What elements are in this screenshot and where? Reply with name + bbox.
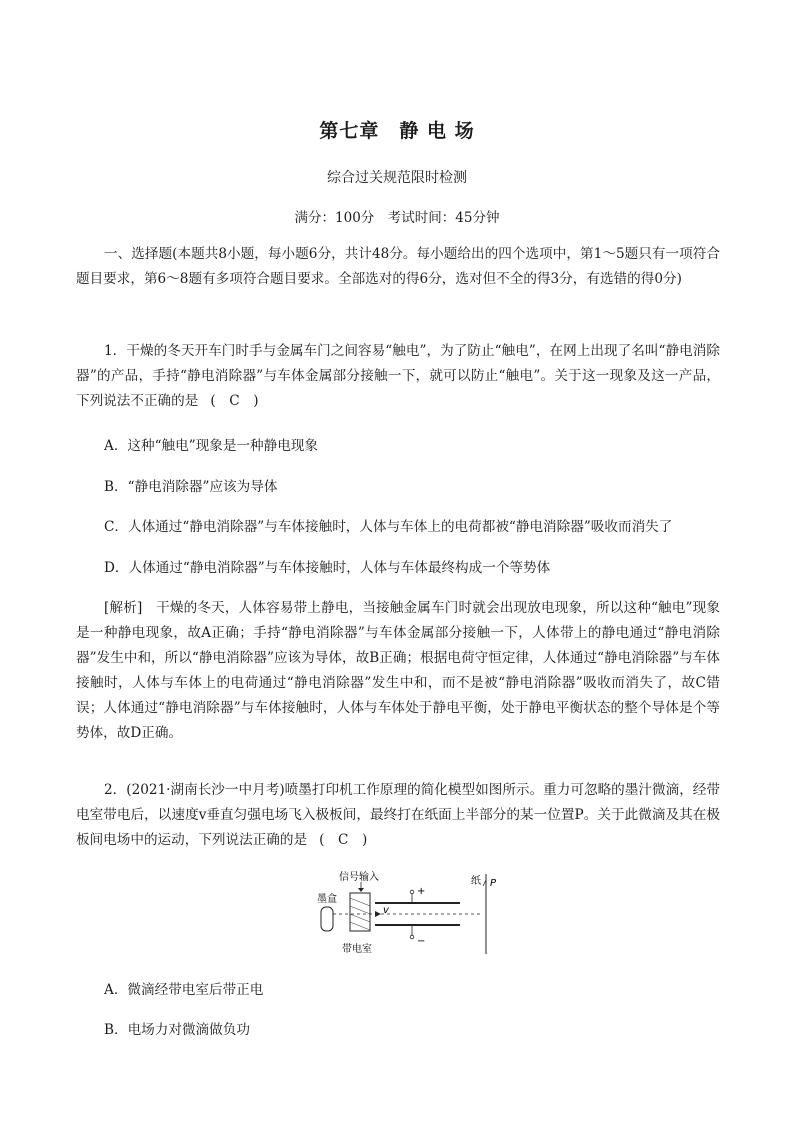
- negative-label: −: [417, 936, 426, 947]
- question-2-text: 2．(2021·湖南长沙一中月考)喷墨打印机工作原理的简化模型如图所示。重力可忽略的墨汁微滴，经带电室带电后，以速度v垂直匀强电场飞入极板间，最终打在纸面上半部分的某一位置P。关于此微滴及其在极板间电场中的运动，下列说法正确的是: [76, 782, 720, 848]
- question-1-answer: ( C ): [210, 393, 259, 409]
- question-1-option-d: D．人体通过“静电消除器”与车体接触时，人体与车体最终构成一个等势体: [104, 560, 551, 576]
- question-2-option-b: B．电场力对微滴做负功: [104, 1022, 250, 1038]
- document-subtitle: 综合过关规范限时检测: [327, 170, 467, 186]
- question-1-option-b: B．“静电消除器”应该为导体: [104, 479, 278, 495]
- section-intro: 一、选择题(本题共8小题，每小题6分，共计48分。每小题给出的四个选项中，第1～5题只有一项符合题目要求，第6～8题有多项符合题目要求。全部选对的得6分，选对但不全的得3分，有选错的得0分): [76, 246, 720, 287]
- paper-label: 纸: [471, 876, 481, 887]
- charging-chamber: [350, 893, 370, 931]
- signal-arrow-head: [358, 888, 364, 892]
- question-2-option-a: A．微滴经带电室后带正电: [104, 982, 264, 998]
- ink-cartridge: [321, 907, 333, 931]
- signal-input-label: 信号输入: [339, 872, 379, 883]
- question-1-option-c: C．人体通过“静电消除器”与车体接触时，人体与车体上的电荷都被“静电消除器”吸收而消失了: [104, 519, 673, 535]
- question-2-stem: [76, 778, 720, 853]
- point-p-label: P: [490, 878, 497, 889]
- question-1-option-a: A．这种“触电”现象是一种静电现象: [104, 438, 319, 454]
- question-1-analysis: [解析] 干燥的冬天，人体容易带上静电，当接触金属车门时就会出现放电现象，所以这种“触电”现象是一种静电现象，故A正确；手持“静电消除器”与车体金属部分接触一下，人体带上的静电通过“静电消除器”发生中和，所以“静电消除器”应该为导体，故B正确；根据电荷守恒定律，人体通过“静电消除器”与车体接触时，人体与车体上的电荷通过“静电消除器”发生中和，而不是被“静电消除器”吸收而消失了，故C错误；人体通过“静电消除器”与车体接触时，人体与车体处于静电平衡，处于静电平衡状态的整个导体是个等势体，故D正确。: [76, 600, 720, 741]
- negative-terminal: [410, 935, 414, 939]
- question-1-text: 1．干燥的冬天开车门时手与金属车门之间容易“触电”，为了防止“触电”，在网上出现了名叫“静电消除器”的产品，手持“静电消除器”与车体金属部分接触一下，就可以防止“触电”。关于这一现象及这一产品，下列说法不正确的是: [76, 343, 720, 409]
- question-1-stem: [76, 339, 720, 414]
- chapter-title: 第七章 静 电 场: [319, 120, 475, 142]
- ink-cartridge-label: 墨盒: [317, 894, 337, 905]
- exam-meta: 满分：100分 考试时间：45分钟: [294, 210, 500, 226]
- velocity-label: v: [383, 905, 389, 916]
- positive-terminal: [410, 890, 414, 894]
- inkjet-printer-diagram: [305, 866, 505, 956]
- question-2-answer: ( C ): [319, 832, 368, 848]
- velocity-arrow: [375, 911, 381, 917]
- charging-chamber-label: 带电室: [342, 944, 372, 955]
- positive-label: +: [417, 886, 426, 897]
